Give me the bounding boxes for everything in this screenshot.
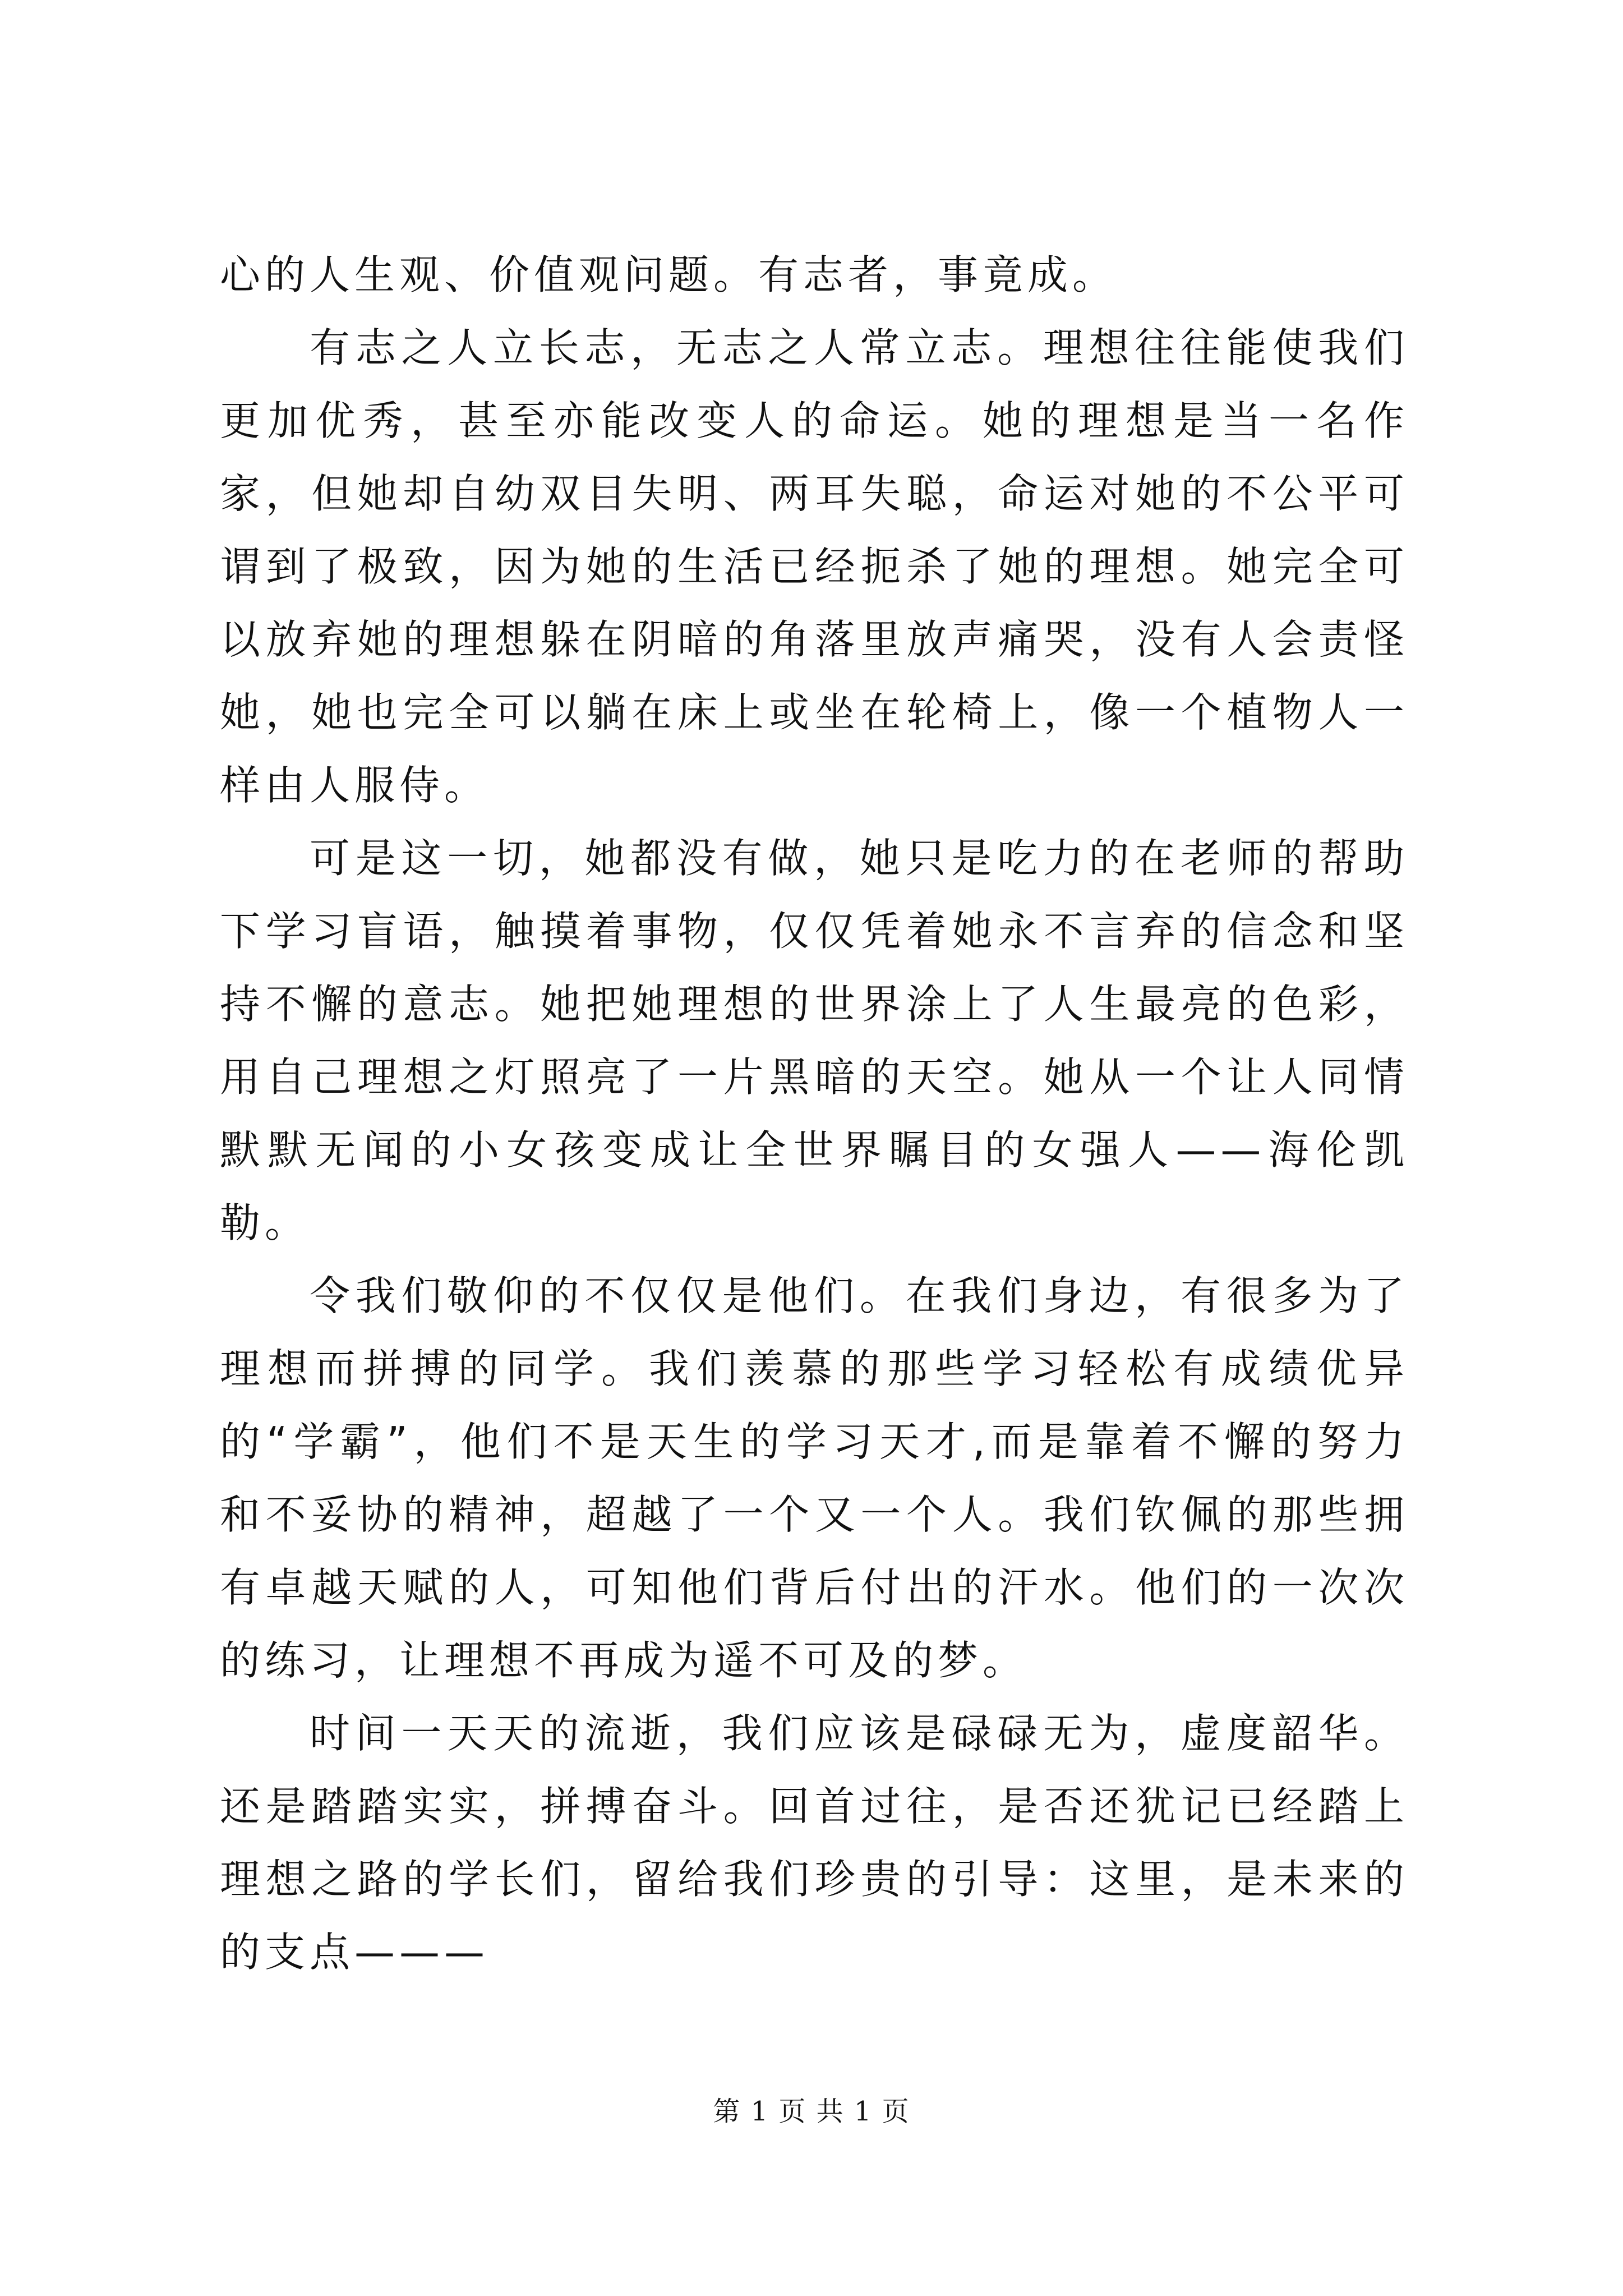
paragraph: 令我们敬仰的不仅仅是他们。在我们身边，有很多为了理想而拼搏的同学。我们羡慕的那些学习轻松有成绩优异的“学霸”，他们不是天生的学习天才,而是靠着不懈的努力和不妥协的精神，超越了一个又一个人。我们钦佩的那些拥有卓越天赋的人，可知他们背后付出的汗水。他们的一次次的练习，让理想不再成为遥不可及的梦。 [220, 1272, 1409, 1684]
paragraph: 有志之人立长志，无志之人常立志。理想往往能使我们更加优秀，甚至亦能改变人的命运。她的理想是当一名作家，但她却自幼双目失明、两耳失聪，命运对她的不公平可谓到了极致，因为她的生活已经扼杀了她的理想。她完全可以放弃她的理想躲在阴暗的角落里放声痛哭，没有人会责怪她，她也完全可以躺在床上或坐在轮椅上，像一个植物人一样由人服侍。 [220, 324, 1409, 809]
paragraph: 时间一天天的流逝，我们应该是碌碌无为，虚度韶华。还是踏踏实实，拼搏奋斗。回首过往，是否还犹记已经踏上理想之路的学长们，留给我们珍贵的引导：这里，是未来的的支点——— [220, 1710, 1409, 1976]
paragraph: 可是这一切，她都没有做，她只是吃力的在老师的帮助下学习盲语，触摸着事物，仅仅凭着她永不言弃的信念和坚持不懈的意志。她把她理想的世界涂上了人生最亮的色彩，用自己理想之灯照亮了一片黑暗的天空。她从一个让人同情默默无闻的小女孩变成让全世界瞩目的女强人——海伦凯勒。 [220, 835, 1409, 1246]
page-number-footer: 第 1 页 共 1 页 [713, 2096, 910, 2127]
document-body [220, 238, 1409, 1989]
paragraph-continuation: 心的人生观、价值观问题。有志者，事竟成。 [220, 251, 1118, 298]
